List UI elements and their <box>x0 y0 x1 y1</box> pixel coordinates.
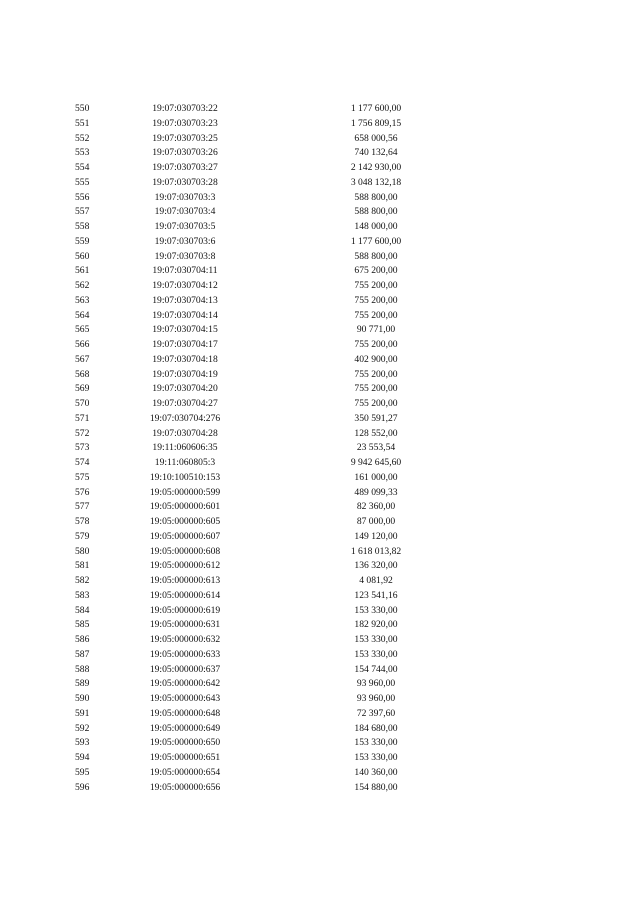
row-number: 559 <box>75 235 90 247</box>
table-row <box>0 294 640 309</box>
row-number: 560 <box>75 250 90 262</box>
cadastral-number: 19:05:000000:642 <box>149 678 221 690</box>
row-number: 554 <box>75 162 90 173</box>
row-number: 595 <box>75 766 90 778</box>
cadastral-number: 19:05:000000:601 <box>149 501 221 513</box>
cadastral-value: 184 680,00 <box>354 722 398 734</box>
table-row <box>0 471 640 486</box>
cadastral-number: 19:05:000000:632 <box>149 634 221 645</box>
row-number: 583 <box>75 589 90 601</box>
cadastral-value: 153 330,00 <box>354 634 398 645</box>
cadastral-number: 19:07:030704:28 <box>152 427 218 439</box>
row-number: 553 <box>75 147 90 159</box>
table-row <box>0 618 640 633</box>
row-number: 556 <box>75 191 90 203</box>
table-row <box>0 751 640 766</box>
cadastral-number: 19:07:030704:11 <box>152 265 218 277</box>
table-row <box>0 456 640 471</box>
table-row <box>0 309 640 324</box>
cadastral-number: 19:05:000000:605 <box>149 516 221 527</box>
row-number: 581 <box>75 560 90 572</box>
row-number: 575 <box>75 471 90 483</box>
cadastral-number: 19:05:000000:612 <box>149 560 221 572</box>
row-number: 551 <box>75 117 90 129</box>
cadastral-number: 19:07:030704:17 <box>152 339 218 350</box>
cadastral-value: 182 920,00 <box>354 619 398 631</box>
cadastral-number: 19:07:030704:13 <box>152 294 218 306</box>
table-row <box>0 633 640 648</box>
cadastral-value: 93 960,00 <box>356 678 396 690</box>
cadastral-number: 19:05:000000:648 <box>149 707 221 719</box>
cadastral-value: 658 000,56 <box>354 132 398 144</box>
table-row <box>0 574 640 589</box>
cadastral-number: 19:07:030703:23 <box>152 117 218 129</box>
cadastral-number: 19:11:060805:3 <box>154 457 216 468</box>
cadastral-value: 148 000,00 <box>354 221 398 232</box>
cadastral-value: 755 200,00 <box>354 309 398 321</box>
row-number: 574 <box>75 457 90 468</box>
row-number: 552 <box>75 132 90 144</box>
table-row <box>0 161 640 176</box>
cadastral-value: 489 099,33 <box>354 486 398 498</box>
table-row <box>0 146 640 161</box>
table-row <box>0 530 640 545</box>
table-row <box>0 441 640 456</box>
cadastral-value: 93 960,00 <box>356 693 396 704</box>
cadastral-number: 19:05:000000:631 <box>149 619 221 631</box>
table-row <box>0 692 640 707</box>
row-number: 572 <box>75 427 90 439</box>
cadastral-value: 136 320,00 <box>354 560 398 572</box>
cadastral-value: 153 330,00 <box>354 604 398 616</box>
table-row <box>0 250 640 265</box>
table-row <box>0 736 640 751</box>
table-row <box>0 323 640 338</box>
cadastral-value: 154 880,00 <box>354 781 398 793</box>
table-row <box>0 559 640 574</box>
cadastral-value: 588 800,00 <box>354 206 398 218</box>
cadastral-number: 19:07:030703:28 <box>152 176 218 188</box>
cadastral-value: 1 756 809,15 <box>350 117 402 129</box>
table-row <box>0 397 640 412</box>
row-number: 578 <box>75 516 90 527</box>
row-number: 589 <box>75 678 90 690</box>
row-number: 576 <box>75 486 90 498</box>
cadastral-number: 19:05:000000:656 <box>149 781 221 793</box>
cadastral-value: 153 330,00 <box>354 737 398 749</box>
cadastral-value: 154 744,00 <box>354 663 398 675</box>
cadastral-number: 19:07:030703:8 <box>154 250 216 262</box>
cadastral-number: 19:07:030704:27 <box>152 398 218 409</box>
table-row <box>0 117 640 132</box>
cadastral-value: 755 200,00 <box>354 368 398 380</box>
table-row <box>0 279 640 294</box>
cadastral-number: 19:07:030703:3 <box>154 191 216 203</box>
table-row <box>0 604 640 619</box>
cadastral-value: 755 200,00 <box>354 339 398 350</box>
cadastral-number: 19:07:030703:26 <box>152 147 218 159</box>
table-row <box>0 412 640 427</box>
table-row <box>0 353 640 368</box>
cadastral-value: 72 397,60 <box>356 707 396 719</box>
cadastral-number: 19:05:000000:607 <box>149 530 221 542</box>
data-table <box>0 102 640 795</box>
cadastral-number: 19:07:030703:5 <box>154 221 216 232</box>
row-number: 587 <box>75 648 90 660</box>
table-row <box>0 427 640 442</box>
cadastral-number: 19:07:030704:18 <box>152 353 218 365</box>
cadastral-value: 3 048 132,18 <box>350 176 402 188</box>
cadastral-number: 19:07:030704:15 <box>152 324 218 336</box>
table-row <box>0 264 640 279</box>
row-number: 567 <box>75 353 90 365</box>
table-row <box>0 648 640 663</box>
cadastral-value: 1 618 013,82 <box>350 545 402 557</box>
table-row <box>0 102 640 117</box>
cadastral-number: 19:05:000000:619 <box>149 604 221 616</box>
row-number: 570 <box>75 398 90 409</box>
cadastral-number: 19:07:030703:6 <box>154 235 216 247</box>
row-number: 557 <box>75 206 90 218</box>
row-number: 562 <box>75 280 90 291</box>
cadastral-value: 755 200,00 <box>354 280 398 291</box>
cadastral-number: 19:05:000000:643 <box>149 693 221 704</box>
cadastral-value: 153 330,00 <box>354 648 398 660</box>
row-number: 568 <box>75 368 90 380</box>
row-number: 582 <box>75 575 90 586</box>
table-row <box>0 235 640 250</box>
cadastral-value: 128 552,00 <box>354 427 398 439</box>
cadastral-value: 9 942 645,60 <box>350 457 402 468</box>
cadastral-value: 90 771,00 <box>356 324 396 336</box>
table-row <box>0 486 640 501</box>
table-row <box>0 589 640 604</box>
table-row <box>0 677 640 692</box>
table-row <box>0 220 640 235</box>
cadastral-value: 755 200,00 <box>354 294 398 306</box>
cadastral-value: 1 177 600,00 <box>350 103 402 114</box>
row-number: 563 <box>75 294 90 306</box>
row-number: 592 <box>75 722 90 734</box>
table-row <box>0 176 640 191</box>
cadastral-value: 4 081,92 <box>359 575 393 586</box>
cadastral-number: 19:07:030704:12 <box>152 280 218 291</box>
row-number: 585 <box>75 619 90 631</box>
row-number: 561 <box>75 265 90 277</box>
table-row <box>0 382 640 397</box>
cadastral-value: 588 800,00 <box>354 191 398 203</box>
cadastral-value: 140 360,00 <box>354 766 398 778</box>
table-row <box>0 722 640 737</box>
cadastral-value: 755 200,00 <box>354 383 398 395</box>
row-number: 591 <box>75 707 90 719</box>
table-row <box>0 191 640 206</box>
row-number: 558 <box>75 221 90 232</box>
cadastral-number: 19:11:060606:35 <box>152 442 218 454</box>
cadastral-value: 149 120,00 <box>354 530 398 542</box>
row-number: 550 <box>75 103 90 114</box>
cadastral-value: 675 200,00 <box>354 265 398 277</box>
cadastral-number: 19:07:030704:14 <box>152 309 218 321</box>
table-row <box>0 338 640 353</box>
cadastral-number: 19:05:000000:614 <box>149 589 221 601</box>
table-row <box>0 545 640 560</box>
table-row <box>0 663 640 678</box>
cadastral-number: 19:07:030704:276 <box>149 412 221 424</box>
cadastral-value: 1 177 600,00 <box>350 235 402 247</box>
cadastral-number: 19:07:030703:4 <box>154 206 216 218</box>
row-number: 580 <box>75 545 90 557</box>
cadastral-number: 19:07:030704:19 <box>152 368 218 380</box>
table-row <box>0 781 640 796</box>
row-number: 569 <box>75 383 90 395</box>
cadastral-value: 23 553,54 <box>356 442 396 454</box>
table-row <box>0 707 640 722</box>
row-number: 586 <box>75 634 90 645</box>
table-row <box>0 132 640 147</box>
row-number: 579 <box>75 530 90 542</box>
row-number: 571 <box>75 412 90 424</box>
cadastral-value: 161 000,00 <box>354 471 398 483</box>
table-row <box>0 500 640 515</box>
cadastral-number: 19:05:000000:651 <box>149 752 221 763</box>
cadastral-value: 153 330,00 <box>354 752 398 763</box>
row-number: 573 <box>75 442 90 454</box>
cadastral-value: 82 360,00 <box>356 501 396 513</box>
cadastral-value: 123 541,16 <box>354 589 398 601</box>
row-number: 588 <box>75 663 90 675</box>
row-number: 555 <box>75 176 90 188</box>
row-number: 564 <box>75 309 90 321</box>
cadastral-number: 19:05:000000:599 <box>149 486 221 498</box>
cadastral-number: 19:05:000000:650 <box>149 737 221 749</box>
cadastral-number: 19:10:100510:153 <box>149 471 221 483</box>
cadastral-value: 87 000,00 <box>356 516 396 527</box>
cadastral-value: 755 200,00 <box>354 398 398 409</box>
cadastral-value: 402 900,00 <box>354 353 398 365</box>
table-row <box>0 205 640 220</box>
table-row <box>0 515 640 530</box>
cadastral-value: 350 591,27 <box>354 412 398 424</box>
cadastral-number: 19:07:030704:20 <box>152 383 218 395</box>
row-number: 577 <box>75 501 90 513</box>
cadastral-value: 2 142 930,00 <box>350 162 402 173</box>
cadastral-number: 19:05:000000:637 <box>149 663 221 675</box>
cadastral-number: 19:05:000000:633 <box>149 648 221 660</box>
cadastral-value: 588 800,00 <box>354 250 398 262</box>
row-number: 594 <box>75 752 90 763</box>
row-number: 566 <box>75 339 90 350</box>
row-number: 596 <box>75 781 90 793</box>
row-number: 584 <box>75 604 90 616</box>
table-row <box>0 368 640 383</box>
cadastral-number: 19:07:030703:25 <box>152 132 218 144</box>
cadastral-number: 19:05:000000:649 <box>149 722 221 734</box>
cadastral-number: 19:05:000000:608 <box>149 545 221 557</box>
row-number: 565 <box>75 324 90 336</box>
cadastral-number: 19:05:000000:613 <box>149 575 221 586</box>
row-number: 593 <box>75 737 90 749</box>
table-row <box>0 766 640 781</box>
row-number: 590 <box>75 693 90 704</box>
cadastral-number: 19:07:030703:27 <box>152 162 218 173</box>
cadastral-number: 19:05:000000:654 <box>149 766 221 778</box>
cadastral-number: 19:07:030703:22 <box>152 103 218 114</box>
cadastral-value: 740 132,64 <box>354 147 398 159</box>
